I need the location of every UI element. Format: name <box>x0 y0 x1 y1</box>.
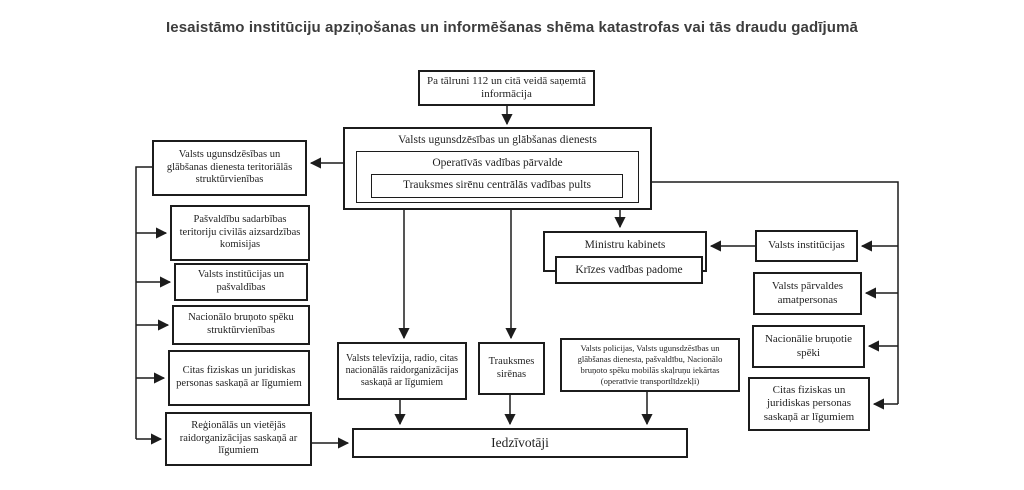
node-other-persons-contracts-right: Citas fiziskas un juridiskas personas saskaņā ar līgumiem <box>748 377 870 431</box>
node-state-institutions: Valsts institūcijas <box>755 230 858 262</box>
node-siren-console: Trauksmes sirēnu centrālās vadības pults <box>371 174 623 198</box>
node-incoming-info: Pa tālruni 112 un citā veidā saņemtā informācija <box>418 70 595 106</box>
node-vugd <box>343 127 652 210</box>
node-operative-board-label: Operatīvās vadības pārvalde <box>432 157 563 169</box>
node-crisis-council: Krīzes vadības padome <box>555 256 703 284</box>
node-state-institutions-municipalities: Valsts institūcijas un pašvaldības <box>174 263 308 301</box>
node-vugd-territorial-units: Valsts ugunsdzēsības un glābšanas dienesta teritoriālās struktūrvienības <box>152 140 307 196</box>
node-other-persons-contracts-left: Citas fiziskas un juridiskas personas saskaņā ar līgumiem <box>168 350 310 406</box>
node-national-armed-forces: Nacionālie bruņotie spēki <box>752 325 865 368</box>
node-municipal-civil-defense-commissions: Pašvaldību sadarbības teritoriju civilās aizsardzības komisijas <box>170 205 310 261</box>
page-title: Iesaistāmo institūciju apziņošanas un informēšanas shēma katastrofas vai tās draudu gadījumā <box>166 19 858 36</box>
node-regional-broadcasters: Reģionālās un vietējās raidorganizācijas saskaņā ar līgumiem <box>165 412 312 466</box>
node-state-officials: Valsts pārvaldes amatpersonas <box>753 272 862 315</box>
node-cabinet-label: Ministru kabinets <box>584 239 666 251</box>
node-vugd-label: Valsts ugunsdzēsības un glābšanas dienests <box>398 134 597 146</box>
node-cabinet <box>543 231 707 276</box>
node-alarm-sirens: Trauksmes sirēnas <box>478 342 545 395</box>
node-mobile-loudspeakers: Valsts policijas, Valsts ugunsdzēsības un glābšanas dienesta, pašvaldību, Nacionālo bruņoto spēku mobilās skaļruņu iekārtas (operatīvie transportlīdzekļi) <box>560 338 740 392</box>
node-population: Iedzīvotāji <box>352 428 688 458</box>
node-operative-board <box>356 151 639 203</box>
node-national-broadcasters: Valsts televīzija, radio, citas nacionālās raidorganizācijas saskaņā ar līgumiem <box>337 342 467 400</box>
node-armed-forces-units: Nacionālo bruņoto spēku struktūrvienības <box>172 305 310 345</box>
